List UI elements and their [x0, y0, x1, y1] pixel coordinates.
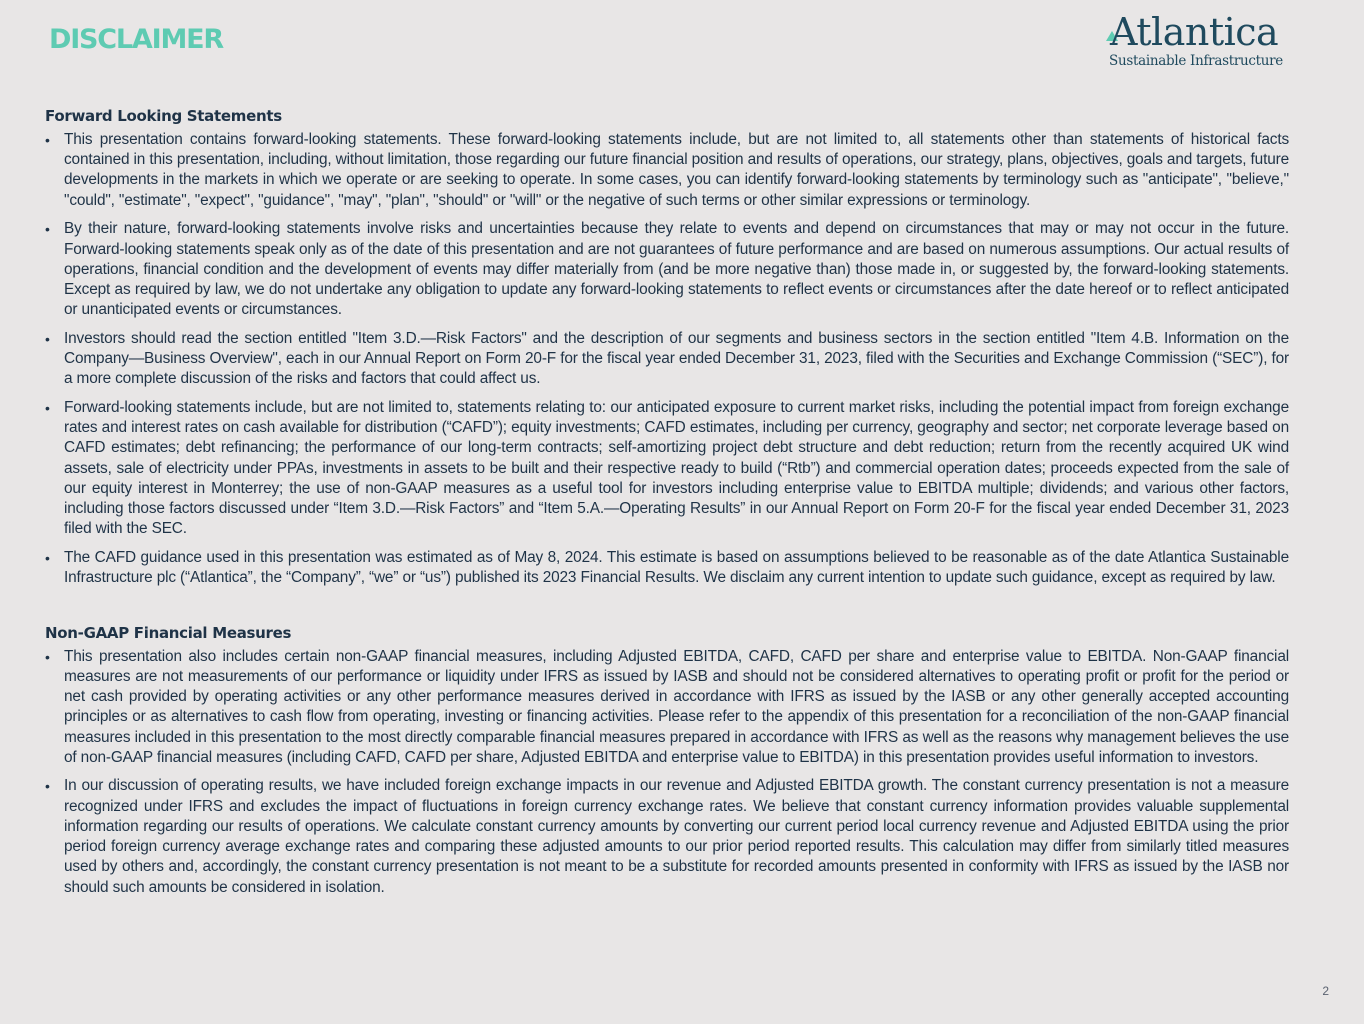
bullet-icon: •: [45, 778, 50, 795]
bullet-icon: •: [45, 330, 50, 347]
section-heading: Non-GAAP Financial Measures: [45, 623, 292, 642]
bullet-text: Investors should read the section entitled "Item 3.D.—Risk Factors" and the description of our segments and business sectors in the section entitled "Item 4.B. Information on the Company—Business Overview", each in our Annual Report on Form 20-F for the fiscal year ended December 31, 2023, filed with the Securities and Exchange Commission (“SEC”), for a more complete discussion of the risks and factors that could affect us.: [64, 329, 1289, 388]
page-number: 2: [1322, 984, 1329, 998]
bullet-text: Forward-looking statements include, but are not limited to, statements relating to: our anticipated exposure to current market risks, including the potential impact from foreign exchange rates and interest rates on cash available for distribution (“CAFD”); equity investments; CAFD estimates, including per currency, geography and sector; net corporate leverage based on CAFD estimates; debt refinancing; the performance of our long-term contracts; self-amortizing project debt structure and debt reduction; return from the recently acquired UK wind assets, sale of electricity under PPAs, investments in assets to be built and their respective ready to build (“Rtb”) and commercial operation dates; proceeds expected from the sale of our equity interest in Monterrey; the use of non-GAAP measures as a useful tool for investors including enterprise value to EBITDA multiple; dividends; and various other factors, including those factors discussed under “Item 3.D.—Risk Factors” and “Item 5.A.—Operating Results” in our Annual Report on Form 20-F for the fiscal year ended December 31, 2023 filed with the SEC.: [64, 398, 1289, 538]
bullet-item: [45, 219, 1289, 320]
bullet-list: [45, 130, 1289, 588]
section-non-gaap-measures: [45, 623, 1289, 898]
section-forward-looking-statements: [45, 106, 1289, 588]
bullet-text: The CAFD guidance used in this presentation was estimated as of May 8, 2024. This estimate is based on assumptions believed to be reasonable as of the date Atlantica Sustainable Infrastructure plc (“Atlantica”, the “Company”, “we” or “us”) published its 2023 Financial Results. We disclaim any current intention to update such guidance, except as required by law.: [64, 548, 1289, 587]
company-logo: [1106, 10, 1296, 72]
bullet-text: By their nature, forward-looking statements involve risks and uncertainties because they relate to events and depend on circumstances that may or may not occur in the future. Forward-looking statements speak only as of the date of this presentation and are not guarantees of future performance and are based on numerous assumptions. Our actual results of operations, financial condition and the development of events may differ materially from (and be more negative than) those made in, or suggested by, the forward-looking statements. Except as required by law, we do not undertake any obligation to update any forward-looking statements to reflect events or circumstances after the date hereof or to reflect anticipated or unanticipated events or circumstances.: [64, 220, 1289, 319]
logo-tagline: Sustainable Infrastructure: [1109, 53, 1283, 69]
bullet-icon: •: [45, 549, 50, 566]
bullet-item: [45, 548, 1289, 588]
section-heading: Forward Looking Statements: [45, 107, 282, 125]
disclaimer-content: [45, 106, 1289, 906]
bullet-list: [45, 647, 1289, 898]
bullet-icon: •: [45, 221, 50, 238]
bullet-icon: •: [45, 399, 50, 416]
logo-wordmark: Atlantica: [1110, 10, 1279, 54]
bullet-icon: •: [45, 132, 50, 148]
bullet-text: In our discussion of operating results, we have included foreign exchange impacts in our revenue and Adjusted EBITDA growth. The constant currency presentation is not a measure recognized under IFRS and excludes the impact of fluctuations in foreign currency exchange rates. We believe that constant currency information provides valuable supplemental information regarding our results of operations. We calculate constant currency amounts by converting our current period local currency revenue and Adjusted EBITDA using the prior period foreign currency average exchange rates and comparing these adjusted amounts to our prior period reported results. This calculation may differ from similarly titled measures used by others and, accordingly, the constant currency presentation is not meant to be a substitute for recorded amounts presented in conformity with IFRS as issued by the IASB nor should such amounts be considered in isolation.: [64, 777, 1289, 896]
bullet-item: [45, 130, 1289, 211]
bullet-item: [45, 398, 1289, 539]
bullet-item: [45, 776, 1289, 897]
bullet-item: [45, 647, 1289, 768]
slide-title: DISCLAIMER: [49, 24, 223, 55]
bullet-icon: •: [45, 648, 50, 665]
bullet-item: [45, 329, 1289, 390]
bullet-text: This presentation contains forward-looking statements. These forward-looking statements include, but are not limited to, all statements other than statements of historical facts contained in this presentation, including, without limitation, those regarding our future financial position and results of operations, our strategy, plans, objectives, goals and targets, future developments in the markets in which we operate or are seeking to operate. In some cases, you can identify forward-looking statements by terminology such as "anticipate", "believe," "could", "estimate", "expect", "guidance", "may", "plan", "should" or "will" or the negative of such terms or other similar expressions or terminology.: [64, 131, 1289, 209]
bullet-text: This presentation also includes certain non-GAAP financial measures, including Adjusted EBITDA, CAFD, CAFD per share and enterprise value to EBITDA. Non-GAAP financial measures are not measurements of our performance or liquidity under IFRS as issued by IASB and should not be considered alternatives to operating profit or profit for the period or net cash provided by operating activities or any other performance measures derived in accordance with IFRS as issued by the IASB or any other generally accepted accounting principles or as alternatives to cash flow from operating, investing or financing activities. Please refer to the appendix of this presentation for a reconciliation of the non-GAAP financial measures included in this presentation to the most directly comparable financial measures prepared in accordance with IFRS as well as the reasons why management believes the use of non-GAAP financial measures (including CAFD, CAFD per share, Adjusted EBITDA and enterprise value to EBITDA) in this presentation provides useful information to investors.: [64, 647, 1289, 766]
